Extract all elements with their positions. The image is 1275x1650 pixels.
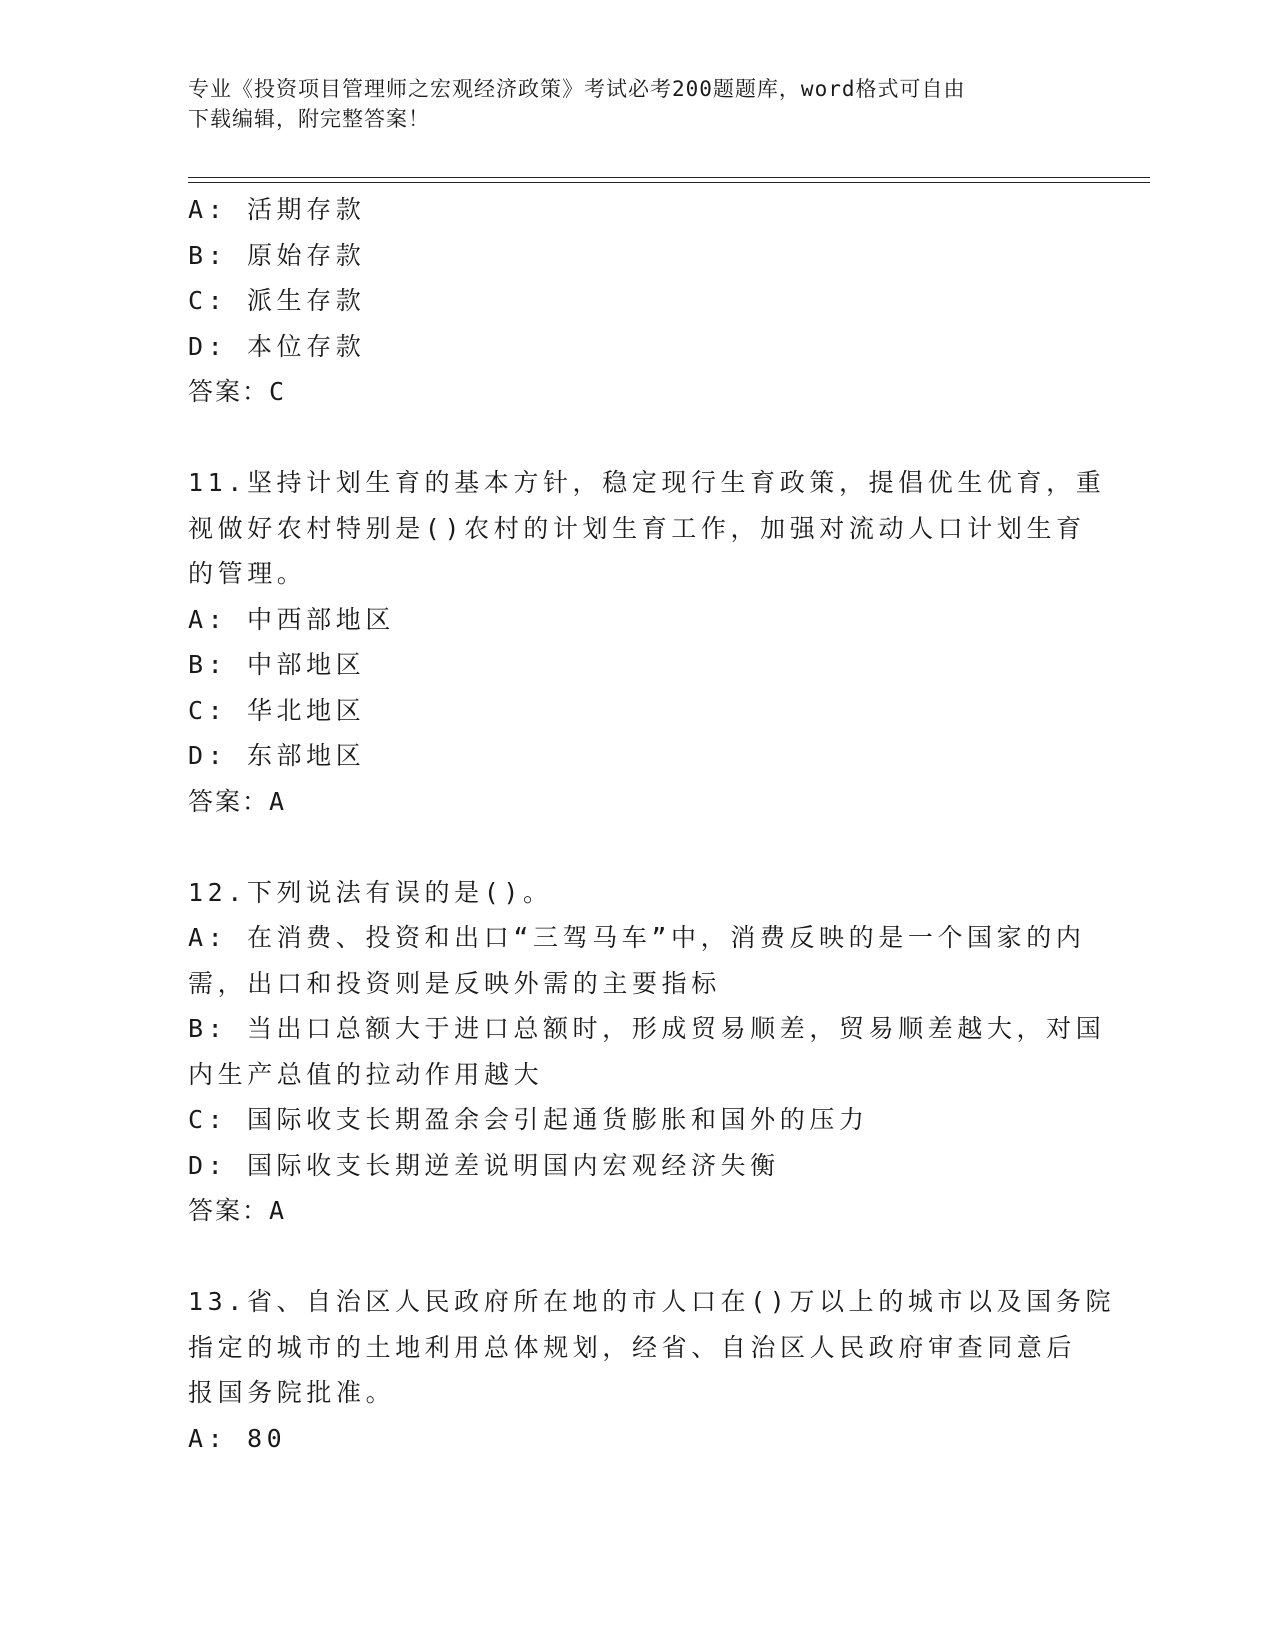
spacer <box>188 1234 1068 1280</box>
option-d: D: 东部地区 <box>188 741 366 770</box>
question-13 <box>188 1279 1116 1461</box>
document-header <box>188 74 1068 134</box>
question-stem-line: 12.下列说法有误的是()。 <box>188 877 553 907</box>
option-b: B: 中部地区 <box>188 650 366 679</box>
option-a-line: A: 在消费、投资和出口“三驾马车”中，消费反映的是一个国家的内 <box>188 923 1086 952</box>
option-b: B: 原始存款 <box>188 240 366 270</box>
header-line-2: 下载编辑，附完整答案！ <box>188 107 430 131</box>
question-stem-line: 13.省、自治区人民政府所在地的市人口在()万以上的城市以及国务院 <box>188 1287 1116 1316</box>
option-c: C: 派生存款 <box>188 286 366 315</box>
option-b-line: 内生产总值的拉动作用越大 <box>188 1059 544 1089</box>
option-d: D: 本位存款 <box>188 331 366 361</box>
option-a: A: 中西部地区 <box>188 604 395 634</box>
answer: 答案：C <box>188 377 287 406</box>
answer: 答案：A <box>188 1196 287 1225</box>
header-divider-top <box>188 177 1150 178</box>
spacer <box>188 824 1068 870</box>
question-11 <box>188 460 1106 824</box>
question-12 <box>188 870 1106 1234</box>
option-b-line: B: 当出口总额大于进口总额时，形成贸易顺差，贸易顺差越大，对国 <box>188 1014 1106 1043</box>
question-stem-line: 视做好农村特别是()农村的计划生育工作，加强对流动人口计划生育 <box>188 513 1086 543</box>
option-c: C: 华北地区 <box>188 695 366 725</box>
question-stem-line: 11.坚持计划生育的基本方针，稳定现行生育政策，提倡优生优育，重 <box>188 468 1106 497</box>
header-line-1: 专业《投资项目管理师之宏观经济政策》考试必考200题题库，word格式可自由 <box>188 77 966 101</box>
option-a-line: 需，出口和投资则是反映外需的主要指标 <box>188 968 721 998</box>
option-a: A: 80 <box>188 1423 287 1453</box>
question-10-tail <box>188 187 1068 415</box>
question-stem-line: 的管理。 <box>188 559 307 588</box>
option-d: D: 国际收支长期逆差说明国内宏观经济失衡 <box>188 1150 780 1180</box>
document-body <box>188 187 1116 1461</box>
option-a: A: 活期存款 <box>188 195 366 224</box>
header-divider-bottom <box>188 182 1150 183</box>
question-stem-line: 指定的城市的土地利用总体规划，经省、自治区人民政府审查同意后 <box>188 1332 1077 1362</box>
spacer <box>188 415 1068 461</box>
answer: 答案：A <box>188 786 287 816</box>
question-stem-line: 报国务院批准。 <box>188 1378 396 1407</box>
option-c: C: 国际收支长期盈余会引起通货膨胀和国外的压力 <box>188 1105 869 1134</box>
